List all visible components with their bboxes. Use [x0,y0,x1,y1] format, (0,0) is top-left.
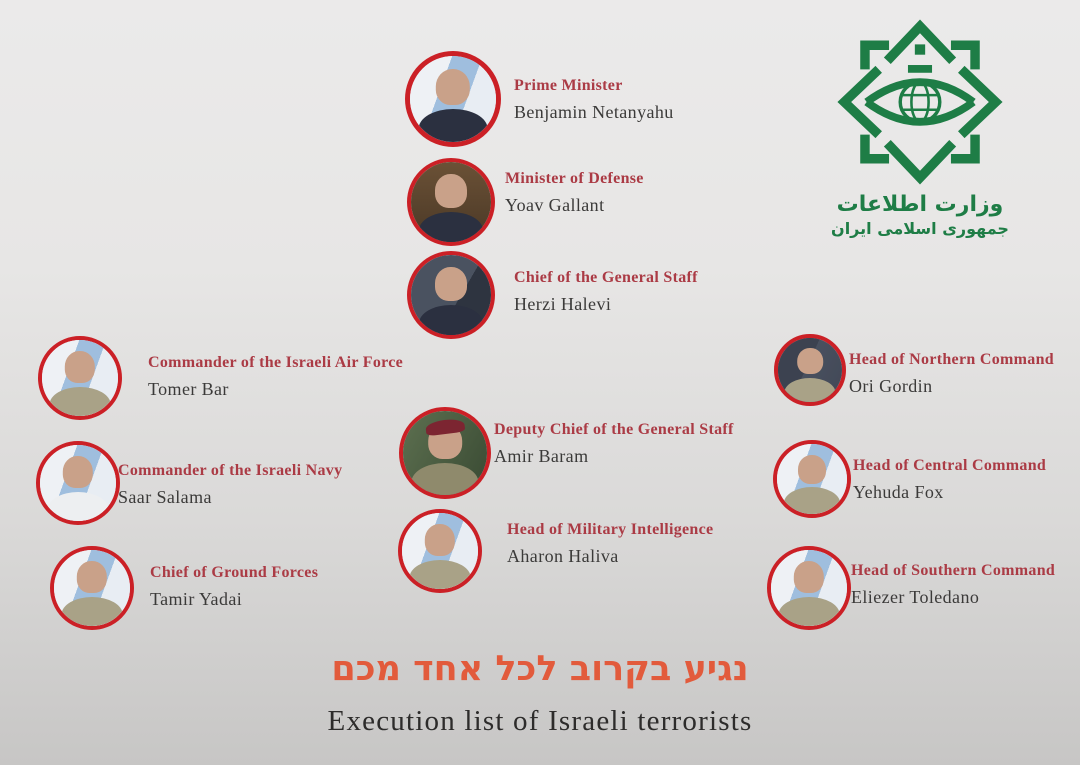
avatar-silhouette-head [436,69,470,105]
portrait-photo [398,509,482,593]
person-title: Minister of Defense [505,170,644,187]
person-info [849,351,1054,397]
person-title: Commander of the Israeli Air Force [148,354,404,371]
person-info [507,521,713,567]
avatar-silhouette-torso [784,378,835,406]
portrait-photo [405,51,501,147]
person-title: Head of Northern Command [849,351,1054,368]
person-info [494,421,734,467]
person-name: Tamir Yadai [150,589,243,609]
person-title: Chief of Ground Forces [150,564,319,581]
person-name: Saar Salama [118,487,212,507]
portrait-photo [407,158,495,246]
person-info [514,269,698,315]
person-name: Tomer Bar [148,379,229,399]
avatar-silhouette-torso [50,387,111,420]
person-title: Head of Military Intelligence [507,521,714,538]
ministry-name-farsi: وزارت اطلاعات [836,192,1004,217]
avatar-silhouette-torso [779,597,840,630]
avatar-silhouette-head [794,561,824,593]
portrait-photo [50,546,134,630]
avatar-silhouette-torso [784,487,840,518]
avatar-silhouette-head [65,351,95,383]
avatar-silhouette-torso [419,305,483,339]
person-title: Chief of the General Staff [514,269,698,286]
portrait-photo [399,407,491,499]
avatar-silhouette-torso [48,492,109,525]
avatar-silhouette-head [798,455,826,484]
person-info [851,562,1055,608]
avatar-silhouette-head [797,348,823,375]
person-title: Deputy Chief of the General Staff [494,421,734,438]
portrait-photo [773,440,851,518]
avatar-silhouette-head [63,456,93,488]
person-name: Yoav Gallant [505,195,605,215]
avatar-silhouette-head [435,267,467,301]
person-info [118,462,342,508]
portrait-photo [36,441,120,525]
avatar-silhouette-head [425,524,455,556]
person-info [150,564,318,610]
person-title: Head of Central Command [853,457,1047,474]
avatar-silhouette-head [435,174,467,208]
person-info [514,77,674,123]
portrait-photo [38,336,122,420]
avatar-silhouette-torso [419,212,483,246]
english-caption: Execution list of Israeli terrorists [327,705,753,737]
avatar-silhouette-torso [62,597,123,630]
person-name: Ori Gordin [849,376,933,396]
person-title: Head of Southern Command [851,562,1056,579]
avatar-silhouette-head [77,561,107,593]
avatar-silhouette-torso [419,109,488,147]
person-name: Amir Baram [494,446,589,466]
person-name: Eliezer Toledano [851,587,980,607]
person-name: Benjamin Netanyahu [514,102,674,122]
person-name: Aharon Haliva [507,546,619,566]
avatar-silhouette-torso [411,463,478,499]
person-info [853,457,1046,503]
person-info [148,354,403,400]
person-name: Yehuda Fox [853,482,944,502]
person-title: Commander of the Israeli Navy [118,462,343,479]
portrait-photo [774,334,846,406]
person-title: Prime Minister [514,77,623,94]
hebrew-caption: נגיע בקרוב לכל אחד מכם [331,649,749,689]
ministry-logo [820,16,1020,238]
ministry-emblem-icon [834,16,1006,188]
portrait-photo [767,546,851,630]
portrait-photo [407,251,495,339]
avatar-silhouette-torso [410,560,471,593]
ministry-country-farsi: جمهوری اسلامی ایران [831,219,1009,238]
person-name: Herzi Halevi [514,294,612,314]
person-info [505,170,644,216]
